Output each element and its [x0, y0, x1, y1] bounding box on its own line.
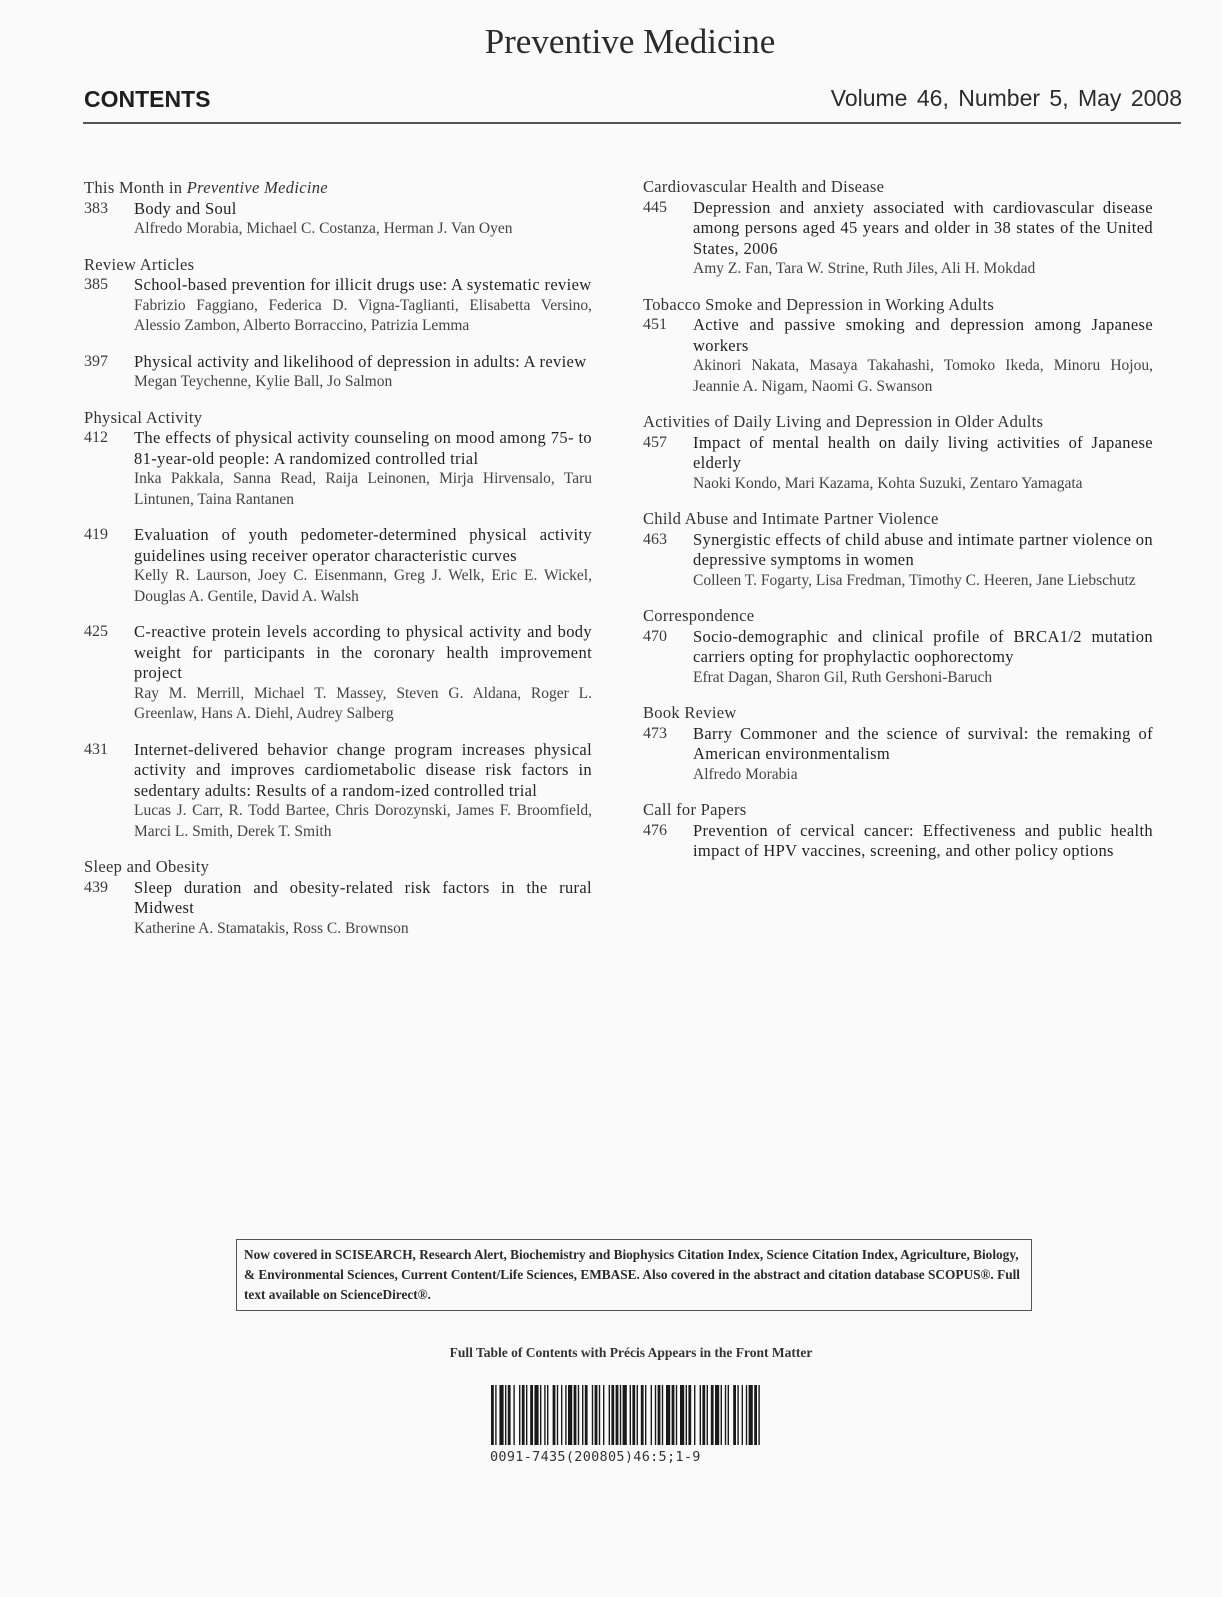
article-authors: Lucas J. Carr, R. Todd Bartee, Chris Dorozynski, James F. Broomfield, Marci L. Smith, Derek T. Smith [134, 802, 592, 840]
barcode-number: 0091-7435(200805)46:5;1-9 [490, 1449, 701, 1465]
article-title: Depression and anxiety associated with cardiovascular disease among persons aged 45 years and older in 38 states of the United States, 2006 [693, 197, 1153, 258]
barcode-bar [582, 1385, 583, 1445]
page-number: 419 [84, 526, 108, 543]
article-title: C-reactive protein levels according to physical activity and body weight for participants in the coronary health improvement project [134, 622, 592, 682]
page-number: 445 [643, 198, 667, 216]
barcode-bar [728, 1385, 729, 1445]
section-title: Child Abuse and Intimate Partner Violence [643, 509, 939, 528]
barcode-bar [662, 1385, 663, 1445]
barcode-bar [749, 1385, 753, 1445]
barcode-bar [658, 1385, 661, 1445]
barcode-bar [680, 1385, 684, 1445]
page-number: 383 [84, 199, 108, 217]
barcode-bar [568, 1385, 572, 1445]
barcode-bar [603, 1385, 604, 1445]
section-title: Tobacco Smoke and Depression in Working Adults [643, 294, 995, 314]
section-title: Call for Papers [643, 800, 747, 819]
toc-article [84, 525, 592, 607]
article-title: Impact of mental health on daily living activities of Japanese elderly [693, 432, 1153, 472]
article-title: Synergistic effects of child abuse and intimate partner violence on depressive symptoms in women [693, 529, 1153, 569]
article-entry [693, 198, 1153, 280]
barcode-bar [632, 1385, 635, 1445]
barcode-bar [641, 1385, 644, 1445]
article-authors: Katherine A. Stamatakis, Ross C. Brownson [134, 919, 409, 937]
left-column [84, 178, 592, 954]
article-title: Body and Soul [134, 198, 237, 218]
barcode-bar [495, 1385, 496, 1445]
article-authors: Colleen T. Fogarty, Lisa Fredman, Timothy C. Heeren, Jane Liebschutz [693, 571, 1136, 589]
page-number: 457 [643, 433, 667, 451]
toc-article [84, 878, 592, 940]
issue-info: Volume 46, Number 5, May 2008 [830, 85, 1182, 111]
article-entry [693, 821, 1153, 862]
header-rule [83, 122, 1181, 124]
barcode-bar [592, 1385, 593, 1445]
toc-section [84, 178, 592, 240]
journal-title: Preventive Medicine [484, 22, 776, 61]
page-number: 439 [84, 878, 108, 896]
barcode-bar [688, 1385, 691, 1445]
article-authors: Inka Pakkala, Sanna Read, Raija Leinonen, Mirja Hirvensalo, Taru Lintunen, Taina Rantanen [134, 470, 592, 508]
article-entry [134, 740, 592, 843]
barcode-bar [700, 1385, 701, 1445]
article-entry [134, 878, 592, 940]
barcode-bar [505, 1385, 506, 1445]
right-column [643, 177, 1153, 877]
barcode-bar [630, 1385, 631, 1445]
barcode-bar [578, 1385, 579, 1445]
toc-article [643, 198, 1153, 280]
article-title: Prevention of cervical cancer: Effectiveness and public health impact of HPV vaccines, screening, and other policy options [693, 820, 1153, 860]
page-number: 473 [643, 724, 667, 742]
section-title: Cardiovascular Health and Disease [643, 177, 885, 196]
barcode-bar [715, 1385, 719, 1445]
barcode-bar [758, 1385, 759, 1445]
barcode-bar [672, 1385, 675, 1445]
article-title: Physical activity and likelihood of depression in adults: A review [134, 351, 587, 371]
section-title: Book Review [643, 703, 737, 722]
article-authors: Alfredo Morabia [693, 765, 798, 783]
article-authors: Megan Teychenne, Kylie Ball, Jo Salmon [134, 373, 393, 390]
barcode-bar [620, 1385, 621, 1445]
page-number: 397 [84, 352, 108, 370]
barcode-bar [522, 1385, 525, 1445]
section-title: Correspondence [643, 606, 755, 625]
barcode-bar [721, 1385, 722, 1445]
barcode [491, 1385, 761, 1445]
article-title: Socio-demographic and clinical profile of BRCA1/2 mutation carriers opting for prophylactic oophorectomy [693, 626, 1153, 666]
barcode-bar [547, 1385, 548, 1445]
barcode-bar [742, 1385, 743, 1445]
article-title: Evaluation of youth pedometer-determined physical activity guidelines using receiver operator characteristic curves [134, 525, 592, 565]
indexing-notice-box: Now covered in SCISEARCH, Research Alert, Biochemistry and Biophysics Citation Index, Science Citation Index, Agriculture, Biology, & Environmental Sciences, Current Content/Life Sciences, EMBASE. Also covered in the abstract and citation database SCOPUS®. Full text available on ScienceDirect®. [236, 1239, 1032, 1311]
toc-article [84, 275, 592, 337]
toc-article [84, 428, 592, 510]
page-number: 385 [84, 276, 108, 293]
article-title: School-based prevention for illicit drugs use: A systematic review [134, 275, 592, 294]
barcode-bar [637, 1385, 638, 1445]
article-entry [134, 352, 592, 393]
toc-section [84, 255, 592, 393]
toc-section [643, 606, 1153, 688]
barcode-bar [645, 1385, 646, 1445]
barcode-bar [676, 1385, 677, 1445]
article-entry [693, 530, 1153, 592]
toc-article [643, 530, 1153, 592]
barcode-bar [491, 1385, 494, 1445]
section-title: Activities of Daily Living and Depression in Older Adults [643, 412, 1044, 431]
toc-section [643, 412, 1153, 494]
toc-article [643, 433, 1153, 495]
toc-section [84, 857, 592, 939]
article-title: The effects of physical activity counseling on mood among 75- to 81-year-old people: A randomized controlled trial [134, 428, 592, 468]
toc-article [84, 352, 592, 393]
toc-section [643, 177, 1153, 280]
toc-article [643, 315, 1153, 397]
barcode-bar [737, 1385, 738, 1445]
barcode-bar [534, 1385, 538, 1445]
toc-article [84, 740, 592, 843]
barcode-bar [561, 1385, 562, 1445]
barcode-bar [595, 1385, 598, 1445]
article-entry [134, 525, 592, 607]
article-authors: Kelly R. Laurson, Joey C. Eisenmann, Greg J. Welk, Eric E. Wickel, Douglas A. Gentile, David A. Walsh [134, 567, 592, 605]
article-authors: Alfredo Morabia, Michael C. Costanza, Herman J. Van Oyen [134, 220, 513, 237]
front-matter-note: Full Table of Contents with Précis Appears in the Front Matter [449, 1345, 813, 1360]
page-number: 425 [84, 623, 108, 640]
barcode-bar [574, 1385, 577, 1445]
barcode-bar [599, 1385, 600, 1445]
article-authors: Akinori Nakata, Masaya Takahashi, Tomoko Ikeda, Minoru Hojou, Jeannie A. Nigam, Naomi G. Swanson [693, 357, 1153, 395]
article-authors: Amy Z. Fan, Tara W. Strine, Ruth Jiles, Ali H. Mokdad [693, 260, 1036, 277]
barcode-bar [519, 1385, 520, 1445]
section-title [84, 178, 592, 199]
barcode-bar [540, 1385, 541, 1445]
barcode-bar [754, 1385, 757, 1445]
barcode-bar [526, 1385, 527, 1445]
barcode-bar [666, 1385, 670, 1445]
section-title-journal: Preventive Medicine [186, 178, 328, 197]
barcode-bar [508, 1385, 511, 1445]
article-entry [693, 724, 1153, 786]
barcode-bar [565, 1385, 566, 1445]
article-title: Active and passive smoking and depression among Japanese workers [693, 315, 1153, 355]
article-authors: Ray M. Merrill, Michael T. Massey, Steven G. Aldana, Roger L. Greenlaw, Hans A. Diehl, Audrey Salberg [134, 684, 592, 722]
page-number: 476 [643, 821, 667, 839]
article-title: Barry Commoner and the science of survival: the remaking of American environmentalism [693, 723, 1153, 763]
article-entry [693, 315, 1153, 397]
page-number: 431 [84, 740, 108, 758]
article-entry [134, 275, 592, 337]
barcode-bar [585, 1385, 588, 1445]
article-authors: Fabrizio Faggiano, Federica D. Vigna-Taglianti, Elisabetta Versino, Alessio Zambon, Alberto Borraccino, Patrizia Lemma [134, 296, 592, 334]
article-entry [134, 622, 592, 725]
barcode-bar [611, 1385, 614, 1445]
article-title: Internet-delivered behavior change program increases physical activity and improves cardiometabolic disease risk factors in sedentary adults: Results of a random-ized controlled trial [134, 739, 592, 800]
article-entry [693, 627, 1153, 689]
section-title-prefix: This Month in [84, 178, 187, 197]
article-title: Sleep duration and obesity-related risk factors in the rural Midwest [134, 877, 592, 917]
barcode-bar [623, 1385, 627, 1445]
barcode-bar [711, 1385, 714, 1445]
barcode-bar [609, 1385, 610, 1445]
barcode-bar [725, 1385, 726, 1445]
barcode-bar [733, 1385, 736, 1445]
article-entry [134, 199, 592, 240]
barcode-bar [651, 1385, 652, 1445]
barcode-bar [553, 1385, 556, 1445]
section-title: Review Articles [84, 254, 195, 274]
toc-article [84, 199, 592, 240]
barcode-bar [557, 1385, 558, 1445]
barcode-bar [616, 1385, 619, 1445]
barcode-bar [530, 1385, 533, 1445]
barcode-bar [694, 1385, 695, 1445]
article-entry [693, 433, 1153, 495]
page-number: 463 [643, 530, 667, 548]
page-number: 412 [84, 429, 108, 446]
toc-article [643, 821, 1153, 862]
barcode-bar [707, 1385, 708, 1445]
barcode-bar [746, 1385, 747, 1445]
toc-section [643, 295, 1153, 398]
toc-section [643, 800, 1153, 862]
page-number: 470 [643, 627, 667, 645]
page-number: 451 [643, 316, 667, 333]
barcode-bar [513, 1385, 514, 1445]
toc-article [643, 627, 1153, 689]
article-authors: Naoki Kondo, Mari Kazama, Kohta Suzuki, Zentaro Yamagata [693, 474, 1083, 492]
article-entry [134, 428, 592, 510]
toc-article [84, 622, 592, 725]
barcode-bar [499, 1385, 503, 1445]
toc-section [643, 703, 1153, 785]
section-title: Sleep and Obesity [84, 857, 210, 876]
barcode-bar [544, 1385, 545, 1445]
contents-label: CONTENTS [84, 86, 211, 112]
barcode-bar [702, 1385, 705, 1445]
barcode-bar [655, 1385, 656, 1445]
section-title: Physical Activity [84, 407, 203, 427]
article-authors: Efrat Dagan, Sharon Gil, Ruth Gershoni-Baruch [693, 668, 993, 686]
barcode-bar [686, 1385, 687, 1445]
toc-article [643, 724, 1153, 786]
toc-section [643, 509, 1153, 591]
toc-section [84, 408, 592, 843]
